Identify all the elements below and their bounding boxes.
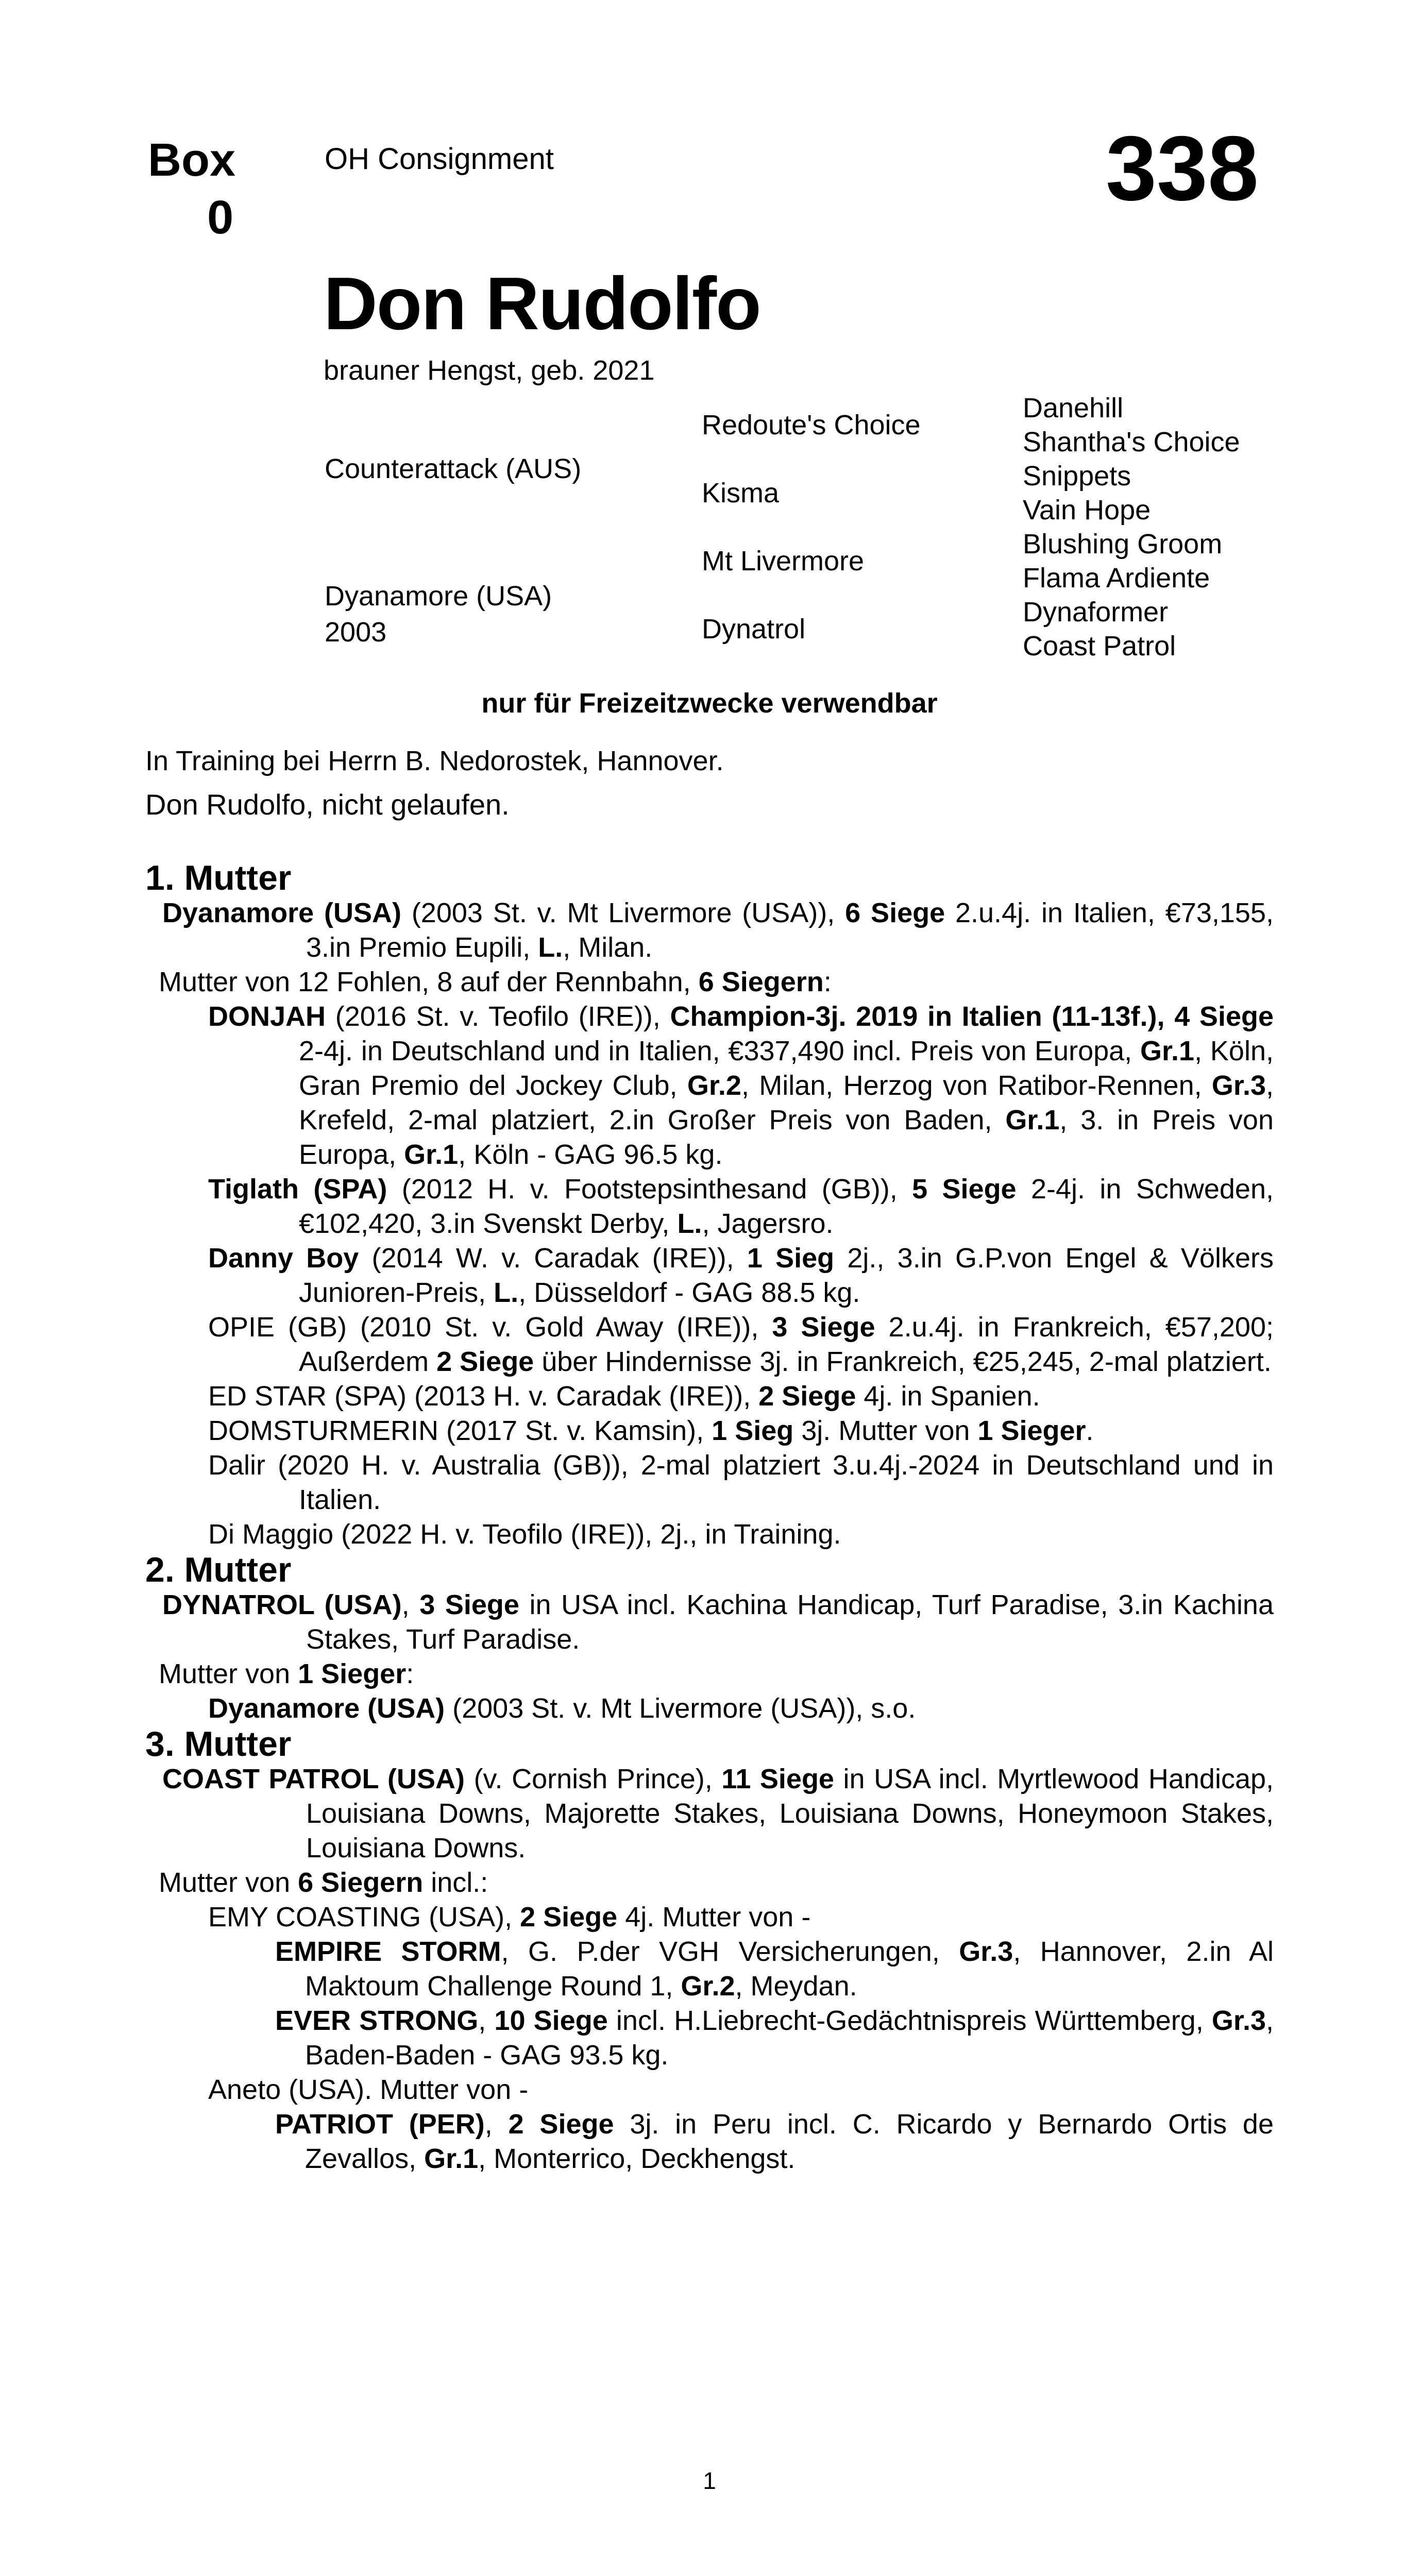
pedigree-sire-sire-sire: Danehill (1023, 393, 1124, 423)
paragraph-dam3-empire-storm: EMPIRE STORM, G. P.der VGH Versicherungen, Gr.3, Hannover, 2.in Al Maktoum Challenge Round 1, Gr.2, Meydan. (275, 1936, 1274, 2002)
pedigree-sire-sire: Redoute's Choice (702, 410, 921, 440)
race-record: Don Rudolfo, nicht gelaufen. (145, 788, 510, 821)
paragraph-foal-di-maggio: Di Maggio (2022 H. v. Teofilo (IRE)), 2j., in Training. (208, 1519, 841, 1550)
dam-family-text (145, 860, 1274, 2176)
paragraph-dam2-produce-summary: Mutter von 1 Sieger: (159, 1658, 414, 1689)
pedigree-dam-sire-sire: Blushing Groom (1023, 529, 1223, 560)
pedigree-dam-dam-sire: Dynaformer (1023, 597, 1169, 628)
paragraph-dam3-coast-patrol: COAST PATROL (USA) (v. Cornish Prince), 11 Siege in USA incl. Myrtlewood Handicap, Louisiana Downs, Majorette Stakes, Louisiana Downs, Honeymoon Stakes, Louisiana Downs. (162, 1764, 1274, 1863)
usage-note: nur für Freizeitzwecke verwendbar (481, 688, 938, 719)
paragraph-dam3-produce-summary: Mutter von 6 Siegern incl.: (159, 1867, 488, 1898)
paragraph-foal-donjah: DONJAH (2016 St. v. Teofilo (IRE)), Champion-3j. 2019 in Italien (11-13f.), 4 Siege 2-4j. in Deutschland und in Italien, €337,490 incl. Preis von Europa, Gr.1, Köln, Gran Premio del Jockey Club, Gr.2, Milan, Herzog von Ratibor-Rennen, Gr.3, Krefeld, 2-mal platziert, 2.in Großer Preis von Baden, Gr.1, 3. in Preis von Europa, Gr.1, Köln - GAG 96.5 kg. (208, 1001, 1274, 1170)
lot-number: 338 (1106, 117, 1259, 219)
training-line: In Training bei Herrn B. Nedorostek, Hannover. (145, 745, 724, 776)
pedigree-sire-dam-dam: Vain Hope (1023, 495, 1151, 526)
page-number: 1 (703, 2467, 716, 2494)
paragraph-dam2-dynatrol: DYNATROL (USA), 3 Siege in USA incl. Kachina Handicap, Turf Paradise, 3.in Kachina Stakes, Turf Paradise. (162, 1589, 1274, 1655)
paragraph-foal-tiglath: Tiglath (SPA) (2012 H. v. Footstepsinthesand (GB)), 5 Siege 2-4j. in Schweden, €102,420, 3.in Svenskt Derby, L., Jagersro. (208, 1174, 1274, 1239)
section-heading-2: 2. Mutter (145, 1550, 292, 1589)
paragraph-foal-dalir: Dalir (2020 H. v. Australia (GB)), 2-mal platziert 3.u.4j.-2024 in Deutschland und in Italien. (208, 1450, 1274, 1515)
paragraph-foal-ed-star: ED STAR (SPA) (2013 H. v. Caradak (IRE)), 2 Siege 4j. in Spanien. (208, 1381, 1040, 1412)
pedigree-dam-year: 2003 (325, 617, 387, 648)
paragraph-dam3-foal-emy-coasting: EMY COASTING (USA), 2 Siege 4j. Mutter von - (208, 1902, 811, 1933)
box-label: Box (148, 134, 236, 186)
horse-details: brauner Hengst, geb. 2021 (324, 355, 655, 386)
section-heading-3: 3. Mutter (145, 1724, 292, 1764)
paragraph-dam2-foal-dyanamore: Dyanamore (USA) (2003 St. v. Mt Livermore (USA)), s.o. (208, 1693, 916, 1724)
pedigree-dam-sire: Mt Livermore (702, 546, 865, 577)
box-number: 0 (207, 191, 234, 244)
pedigree-dam-dam-dam: Coast Patrol (1023, 631, 1176, 662)
horse-name-title: Don Rudolfo (324, 262, 760, 345)
pedigree-sire-sire-dam: Shantha's Choice (1023, 427, 1240, 457)
pedigree-dam-sire-dam: Flama Ardiente (1023, 563, 1210, 594)
pedigree-dam: Dyanamore (USA) (325, 581, 552, 612)
section-heading-1: 1. Mutter (145, 858, 292, 897)
paragraph-dam3-foal-aneto: Aneto (USA). Mutter von - (208, 2074, 529, 2105)
pedigree-dam-dam: Dynatrol (702, 614, 806, 645)
paragraph-foal-opie: OPIE (GB) (2010 St. v. Gold Away (IRE)), 3 Siege 2.u.4j. in Frankreich, €57,200; Außerdem 2 Siege über Hindernisse 3j. in Frankreich, €25,245, 2-mal platziert. (208, 1312, 1274, 1377)
paragraph-dam3-ever-strong: EVER STRONG, 10 Siege incl. H.Liebrecht-Gedächtnispreis Württemberg, Gr.3, Baden-Baden - GAG 93.5 kg. (275, 2005, 1274, 2071)
pedigree-sire-dam: Kisma (702, 478, 780, 509)
pedigree-sire: Counterattack (AUS) (325, 453, 582, 484)
pedigree-sire-dam-sire: Snippets (1023, 461, 1131, 492)
paragraph-foal-domsturmerin: DOMSTURMERIN (2017 St. v. Kamsin), 1 Sieg 3j. Mutter von 1 Sieger. (208, 1415, 1094, 1446)
paragraph-foal-danny-boy: Danny Boy (2014 W. v. Caradak (IRE)), 1 Sieg 2j., 3.in G.P.von Engel & Völkers Junioren-Preis, L., Düsseldorf - GAG 88.5 kg. (208, 1243, 1274, 1308)
paragraph-dam-dyanamore: Dyanamore (USA) (2003 St. v. Mt Livermore (USA)), 6 Siege 2.u.4j. in Italien, €73,155, 3.in Premio Eupili, L., Milan. (162, 897, 1274, 963)
paragraph-dam3-patriot: PATRIOT (PER), 2 Siege 3j. in Peru incl. C. Ricardo y Bernardo Ortis de Zevallos, Gr.1, Monterrico, Deckhengst. (275, 2109, 1274, 2174)
paragraph-dam-produce-summary: Mutter von 12 Fohlen, 8 auf der Rennbahn, 6 Siegern: (159, 967, 832, 997)
consignor-name: OH Consignment (325, 142, 554, 176)
